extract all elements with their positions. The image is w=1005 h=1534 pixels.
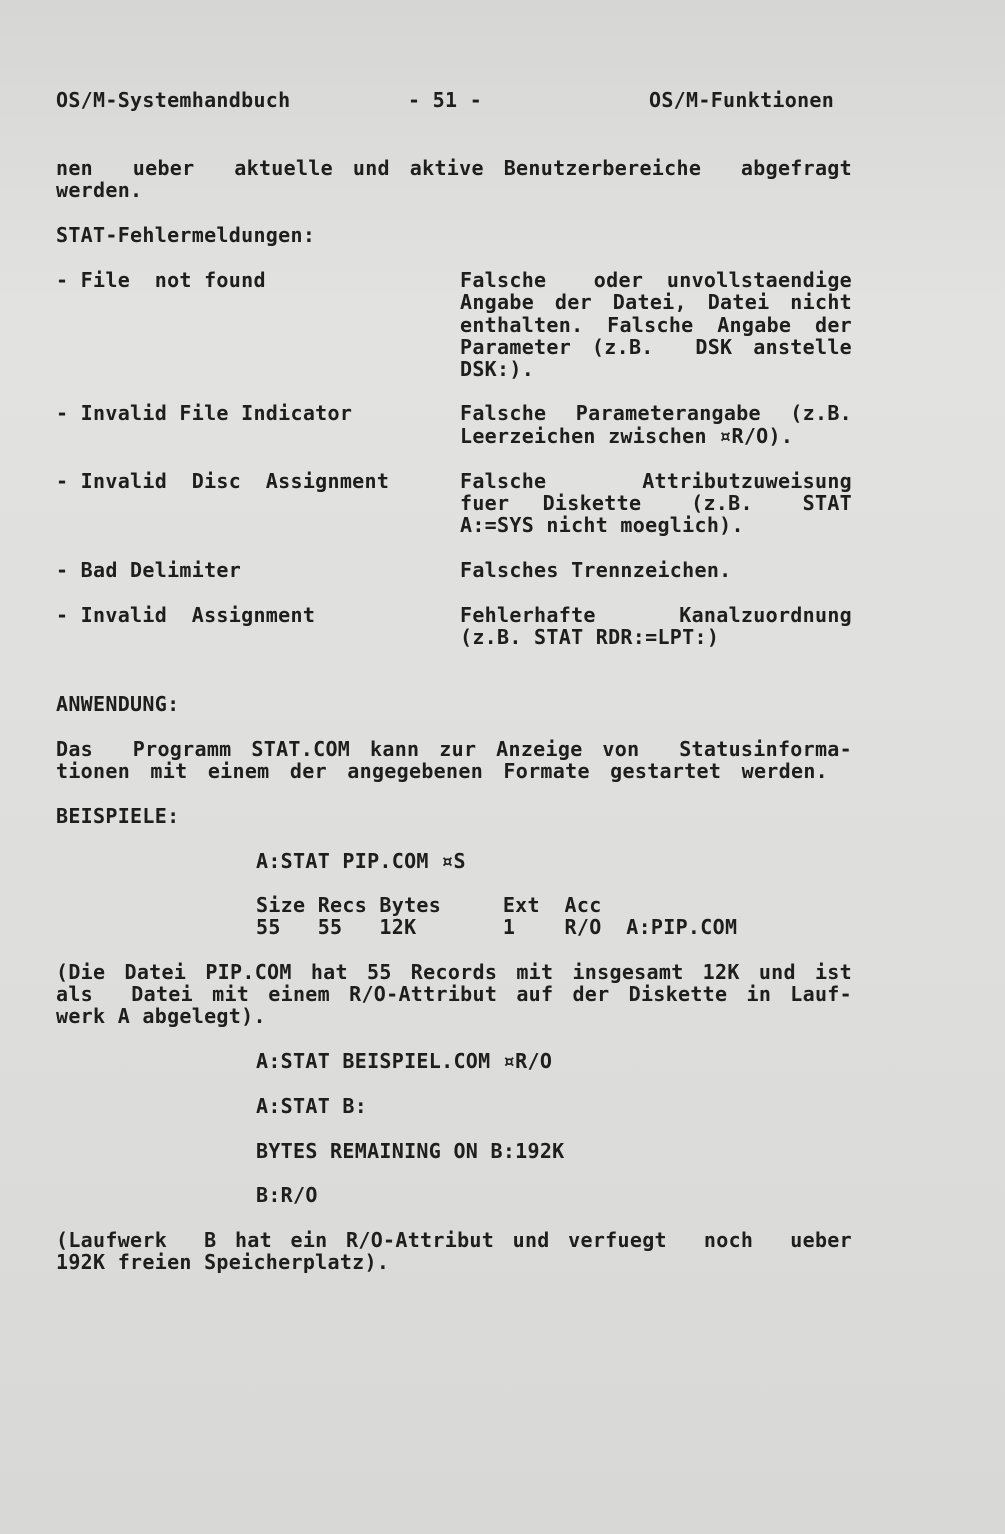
- example-command: A:STAT BEISPIEL.COM ¤R/O: [256, 1049, 553, 1073]
- example-output: BYTES REMAINING ON B:192K: [256, 1139, 565, 1163]
- explain2-line-2: 192K freien Speicherplatz).: [56, 1250, 390, 1274]
- example-command: A:STAT PIP.COM ¤S: [256, 849, 466, 873]
- error-name-file-not-found: - File not found: [56, 268, 266, 292]
- anwendung-heading: ANWENDUNG:: [56, 692, 180, 716]
- error-name-bad-delimiter: - Bad Delimiter: [56, 558, 242, 582]
- errors-heading: STAT-Fehlermeldungen:: [56, 223, 316, 247]
- intro-line-1: nen ueber aktuelle und aktive Benutzerbereiche abgefragt: [56, 156, 852, 180]
- explain1-line-2: als Datei mit einem R/O-Attribut auf der Diskette in Lauf-: [56, 982, 852, 1006]
- table-header: Size Recs Bytes Ext Acc: [256, 893, 602, 917]
- header-left: OS/M-Systemhandbuch: [56, 88, 291, 112]
- beispiele-heading: BEISPIELE:: [56, 804, 180, 828]
- error-desc-line: (z.B. STAT RDR:=LPT:): [460, 625, 720, 649]
- header-right: OS/M-Funktionen: [649, 88, 835, 112]
- explain1-line-1: (Die Datei PIP.COM hat 55 Records mit insgesamt 12K und ist: [56, 960, 852, 984]
- error-name-invalid-assignment: - Invalid Assignment: [56, 603, 316, 627]
- error-desc-line: Parameter (z.B. DSK anstelle: [460, 335, 852, 359]
- error-desc-line: fuer Diskette (z.B. STAT: [460, 491, 852, 515]
- error-desc-line: Falsches Trennzeichen.: [460, 558, 732, 582]
- intro-line-2: werden.: [56, 178, 143, 202]
- error-desc-line: Leerzeichen zwischen ¤R/O).: [460, 424, 794, 448]
- error-name-invalid-file-indicator: - Invalid File Indicator: [56, 401, 353, 425]
- explain2-line-1: (Laufwerk B hat ein R/O-Attribut und verfuegt noch ueber: [56, 1228, 852, 1252]
- error-desc-line: Fehlerhafte Kanalzuordnung: [460, 603, 852, 627]
- error-desc-line: A:=SYS nicht moeglich).: [460, 513, 744, 537]
- example-output: B:R/O: [256, 1183, 318, 1207]
- table-row: 55 55 12K 1 R/O A:PIP.COM: [256, 915, 738, 939]
- error-name-invalid-disc-assignment: - Invalid Disc Assignment: [56, 469, 390, 493]
- explain1-line-3: werk A abgelegt).: [56, 1004, 266, 1028]
- error-desc-line: Falsche Parameterangabe (z.B.: [460, 401, 852, 425]
- error-desc-line: Falsche Attributzuweisung: [460, 469, 852, 493]
- error-desc-line: Angabe der Datei, Datei nicht: [460, 290, 852, 314]
- error-desc-line: Falsche oder unvollstaendige: [460, 268, 852, 292]
- anwendung-line-1: Das Programm STAT.COM kann zur Anzeige von Statusinforma-: [56, 737, 852, 761]
- error-desc-line: enthalten. Falsche Angabe der: [460, 313, 852, 337]
- error-desc-line: DSK:).: [460, 357, 535, 381]
- anwendung-line-2: tionen mit einem der angegebenen Formate gestartet werden.: [56, 759, 828, 783]
- page-number: - 51 -: [408, 88, 483, 112]
- example-command: A:STAT B:: [256, 1094, 368, 1118]
